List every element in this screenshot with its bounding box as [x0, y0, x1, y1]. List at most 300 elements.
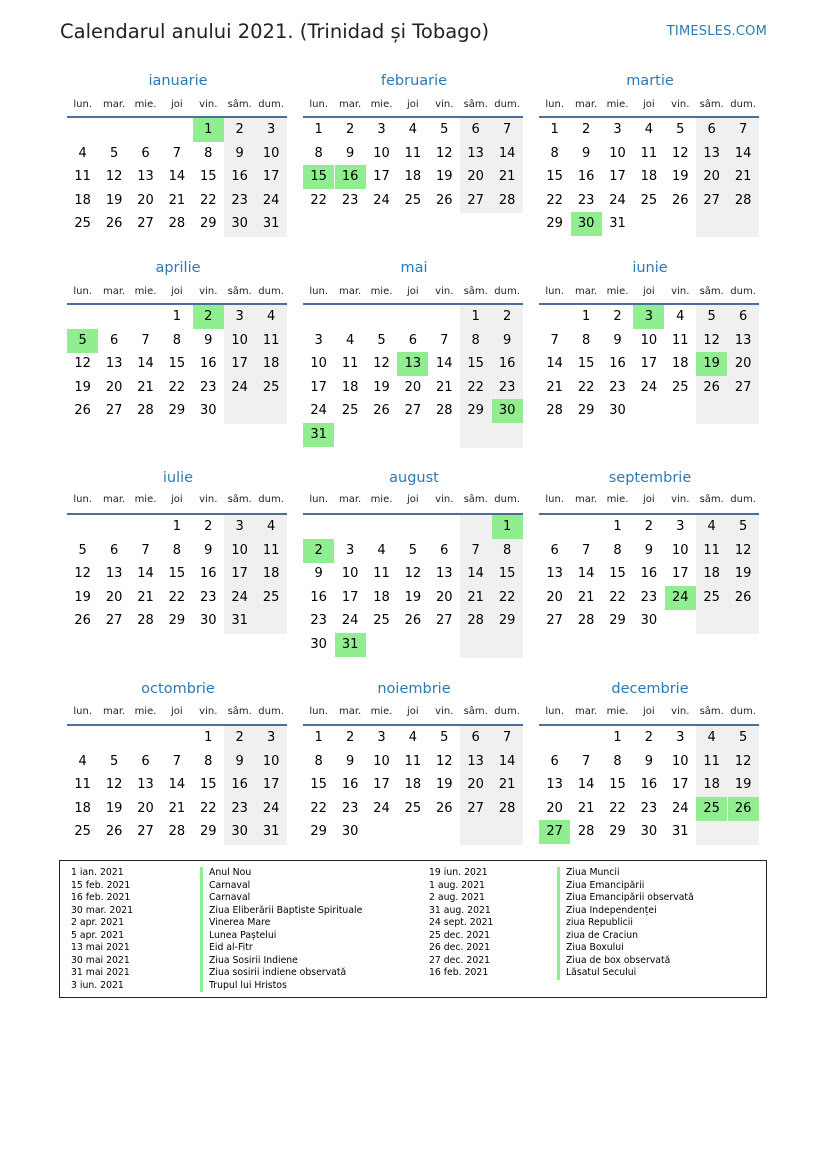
day-cell[interactable]: 7 — [172, 145, 182, 161]
day-cell[interactable]: 11 — [703, 753, 720, 769]
day-cell[interactable]: 27 — [546, 613, 563, 629]
day-cell[interactable]: 16 — [640, 777, 658, 793]
day-cell[interactable]: 8 — [204, 145, 213, 161]
day-cell[interactable]: 28 — [498, 800, 516, 816]
day-cell[interactable]: 6 — [550, 753, 559, 769]
day-cell[interactable]: 28 — [577, 613, 595, 629]
day-cell[interactable]: 6 — [550, 542, 559, 558]
day-cell[interactable]: 21 — [498, 777, 516, 793]
day-cell[interactable]: 23 — [498, 379, 516, 395]
day-cell[interactable]: 20 — [734, 356, 752, 372]
day-cell[interactable]: 16 — [310, 589, 327, 605]
day-cell[interactable]: 26 — [404, 613, 422, 629]
day-cell[interactable]: 21 — [137, 379, 154, 395]
day-cell[interactable]: 14 — [137, 356, 154, 372]
day-cell[interactable]: 22 — [609, 800, 626, 816]
day-cell[interactable]: 2 — [345, 730, 355, 745]
day-cell[interactable]: 15 — [168, 356, 186, 372]
day-cell[interactable]: 26 — [436, 192, 453, 208]
day-cell[interactable]: 11 — [703, 542, 720, 558]
day-cell[interactable]: 22 — [498, 589, 516, 605]
day-cell[interactable]: 7 — [502, 730, 512, 745]
day-cell[interactable]: 26 — [74, 613, 91, 629]
day-cell[interactable]: 13 — [436, 566, 453, 582]
day-cell[interactable]: 6 — [440, 542, 449, 558]
holiday-day-cell[interactable]: 3 — [633, 305, 664, 329]
day-cell[interactable]: 14 — [168, 169, 186, 185]
day-cell[interactable]: 9 — [345, 753, 355, 769]
day-cell[interactable]: 30 — [231, 216, 248, 232]
day-cell[interactable]: 4 — [78, 145, 87, 161]
day-cell[interactable]: 13 — [105, 566, 123, 582]
day-cell[interactable]: 25 — [672, 379, 689, 395]
day-cell[interactable]: 7 — [502, 122, 512, 137]
day-cell[interactable]: 7 — [581, 753, 591, 769]
day-cell[interactable]: 8 — [502, 542, 512, 558]
day-cell[interactable]: 28 — [577, 824, 595, 840]
day-cell[interactable]: 13 — [703, 145, 720, 161]
day-cell[interactable]: 26 — [105, 216, 123, 232]
day-cell[interactable]: 8 — [314, 145, 323, 161]
day-cell[interactable]: 6 — [408, 332, 418, 348]
day-cell[interactable]: 5 — [738, 519, 748, 534]
day-cell[interactable]: 21 — [168, 192, 186, 208]
day-cell[interactable]: 2 — [644, 519, 654, 534]
day-cell[interactable]: 12 — [436, 145, 453, 161]
day-cell[interactable]: 14 — [498, 145, 516, 161]
day-cell[interactable]: 29 — [200, 824, 217, 840]
holiday-day-cell[interactable]: 24 — [665, 586, 696, 610]
day-cell[interactable]: 26 — [436, 800, 453, 816]
holiday-day-cell[interactable]: 2 — [193, 305, 224, 329]
day-cell[interactable]: 18 — [373, 589, 390, 605]
day-cell[interactable]: 6 — [738, 309, 748, 324]
day-cell[interactable]: 8 — [613, 542, 622, 558]
day-cell[interactable]: 12 — [74, 356, 91, 372]
day-cell[interactable]: 8 — [314, 753, 323, 769]
day-cell[interactable]: 10 — [262, 753, 280, 769]
day-cell[interactable]: 17 — [672, 566, 689, 582]
day-cell[interactable]: 25 — [262, 379, 280, 395]
day-cell[interactable]: 16 — [200, 356, 217, 372]
day-cell[interactable]: 23 — [200, 379, 217, 395]
day-cell[interactable]: 20 — [436, 589, 453, 605]
day-cell[interactable]: 22 — [168, 379, 186, 395]
day-cell[interactable]: 30 — [341, 824, 359, 840]
day-cell[interactable]: 5 — [109, 145, 119, 161]
day-cell[interactable]: 19 — [74, 589, 91, 605]
day-cell[interactable]: 12 — [373, 356, 390, 372]
day-cell[interactable]: 10 — [231, 542, 248, 558]
day-cell[interactable]: 1 — [550, 122, 559, 137]
day-cell[interactable]: 9 — [235, 753, 244, 769]
day-cell[interactable]: 19 — [105, 800, 123, 816]
holiday-day-cell[interactable]: 13 — [397, 352, 428, 376]
day-cell[interactable]: 19 — [436, 169, 453, 185]
day-cell[interactable]: 16 — [341, 777, 359, 793]
day-cell[interactable]: 4 — [707, 519, 716, 534]
day-cell[interactable]: 15 — [467, 356, 484, 372]
day-cell[interactable]: 11 — [640, 145, 658, 161]
day-cell[interactable]: 31 — [262, 216, 280, 232]
day-cell[interactable]: 22 — [310, 192, 327, 208]
day-cell[interactable]: 22 — [546, 192, 563, 208]
day-cell[interactable]: 11 — [404, 753, 422, 769]
day-cell[interactable]: 8 — [172, 332, 182, 348]
day-cell[interactable]: 17 — [262, 777, 280, 793]
day-cell[interactable]: 9 — [581, 145, 591, 161]
day-cell[interactable]: 15 — [546, 169, 563, 185]
day-cell[interactable]: 3 — [377, 122, 386, 137]
day-cell[interactable]: 31 — [262, 824, 280, 840]
day-cell[interactable]: 19 — [672, 169, 689, 185]
day-cell[interactable]: 25 — [262, 589, 280, 605]
day-cell[interactable]: 20 — [546, 589, 563, 605]
day-cell[interactable]: 17 — [373, 169, 390, 185]
day-cell[interactable]: 16 — [231, 169, 248, 185]
day-cell[interactable]: 17 — [672, 777, 689, 793]
brand-link[interactable]: TIMESLES.COM — [666, 24, 767, 39]
day-cell[interactable]: 3 — [235, 309, 244, 324]
holiday-day-cell[interactable]: 1 — [492, 515, 523, 539]
day-cell[interactable]: 11 — [262, 332, 280, 348]
day-cell[interactable]: 23 — [231, 192, 248, 208]
holiday-day-cell[interactable]: 30 — [492, 399, 523, 423]
day-cell[interactable]: 29 — [310, 824, 327, 840]
day-cell[interactable]: 10 — [373, 145, 390, 161]
day-cell[interactable]: 16 — [609, 356, 626, 372]
day-cell[interactable]: 23 — [640, 589, 658, 605]
day-cell[interactable]: 12 — [105, 169, 123, 185]
day-cell[interactable]: 26 — [74, 403, 91, 419]
day-cell[interactable]: 12 — [672, 145, 689, 161]
day-cell[interactable]: 5 — [440, 122, 449, 137]
day-cell[interactable]: 3 — [266, 122, 276, 137]
day-cell[interactable]: 19 — [74, 379, 91, 395]
day-cell[interactable]: 15 — [577, 356, 595, 372]
day-cell[interactable]: 25 — [373, 613, 390, 629]
day-cell[interactable]: 23 — [341, 192, 359, 208]
day-cell[interactable]: 23 — [341, 800, 359, 816]
day-cell[interactable]: 27 — [467, 800, 484, 816]
day-cell[interactable]: 25 — [640, 192, 658, 208]
day-cell[interactable]: 18 — [262, 566, 280, 582]
day-cell[interactable]: 3 — [345, 542, 355, 558]
day-cell[interactable]: 21 — [546, 379, 563, 395]
day-cell[interactable]: 1 — [613, 519, 622, 534]
day-cell[interactable]: 11 — [341, 356, 359, 372]
day-cell[interactable]: 18 — [404, 777, 422, 793]
day-cell[interactable]: 24 — [262, 192, 280, 208]
day-cell[interactable]: 24 — [231, 379, 248, 395]
day-cell[interactable]: 6 — [141, 145, 150, 161]
day-cell[interactable]: 16 — [640, 566, 658, 582]
day-cell[interactable]: 4 — [644, 122, 654, 137]
day-cell[interactable]: 23 — [577, 192, 595, 208]
day-cell[interactable]: 5 — [440, 730, 449, 745]
day-cell[interactable]: 13 — [467, 753, 484, 769]
day-cell[interactable]: 5 — [738, 730, 748, 745]
day-cell[interactable]: 3 — [266, 730, 276, 745]
day-cell[interactable]: 21 — [577, 589, 595, 605]
day-cell[interactable]: 1 — [204, 730, 213, 745]
day-cell[interactable]: 13 — [105, 356, 123, 372]
day-cell[interactable]: 3 — [613, 122, 622, 137]
day-cell[interactable]: 15 — [168, 566, 186, 582]
day-cell[interactable]: 30 — [640, 824, 658, 840]
day-cell[interactable]: 7 — [738, 122, 748, 137]
day-cell[interactable]: 12 — [703, 332, 720, 348]
holiday-day-cell[interactable]: 5 — [67, 329, 98, 353]
day-cell[interactable]: 9 — [644, 542, 654, 558]
day-cell[interactable]: 19 — [734, 777, 752, 793]
day-cell[interactable]: 28 — [137, 613, 154, 629]
day-cell[interactable]: 8 — [172, 542, 182, 558]
day-cell[interactable]: 19 — [373, 379, 390, 395]
day-cell[interactable]: 7 — [141, 542, 150, 558]
day-cell[interactable]: 3 — [235, 519, 244, 534]
day-cell[interactable]: 10 — [609, 145, 626, 161]
day-cell[interactable]: 10 — [341, 566, 359, 582]
day-cell[interactable]: 3 — [314, 332, 323, 348]
day-cell[interactable]: 19 — [105, 192, 123, 208]
day-cell[interactable]: 17 — [341, 589, 359, 605]
day-cell[interactable]: 10 — [672, 542, 689, 558]
day-cell[interactable]: 16 — [498, 356, 516, 372]
day-cell[interactable]: 6 — [471, 730, 480, 745]
day-cell[interactable]: 1 — [314, 730, 323, 745]
day-cell[interactable]: 6 — [109, 332, 119, 348]
day-cell[interactable]: 4 — [266, 519, 276, 534]
day-cell[interactable]: 7 — [141, 332, 150, 348]
day-cell[interactable]: 17 — [373, 777, 390, 793]
day-cell[interactable]: 17 — [310, 379, 327, 395]
day-cell[interactable]: 5 — [109, 753, 119, 769]
day-cell[interactable]: 9 — [345, 145, 355, 161]
day-cell[interactable]: 22 — [577, 379, 595, 395]
day-cell[interactable]: 31 — [231, 613, 248, 629]
day-cell[interactable]: 6 — [109, 542, 119, 558]
day-cell[interactable]: 2 — [644, 730, 654, 745]
day-cell[interactable]: 11 — [373, 566, 390, 582]
day-cell[interactable]: 29 — [467, 403, 484, 419]
day-cell[interactable]: 15 — [200, 169, 217, 185]
day-cell[interactable]: 19 — [436, 777, 453, 793]
day-cell[interactable]: 28 — [436, 403, 453, 419]
day-cell[interactable]: 22 — [168, 589, 186, 605]
day-cell[interactable]: 2 — [235, 730, 244, 745]
day-cell[interactable]: 1 — [471, 309, 480, 324]
day-cell[interactable]: 22 — [609, 589, 626, 605]
day-cell[interactable]: 18 — [703, 777, 720, 793]
day-cell[interactable]: 8 — [581, 332, 591, 348]
day-cell[interactable]: 25 — [74, 216, 91, 232]
day-cell[interactable]: 27 — [105, 613, 123, 629]
day-cell[interactable]: 30 — [310, 637, 327, 652]
day-cell[interactable]: 24 — [231, 589, 248, 605]
day-cell[interactable]: 18 — [404, 169, 422, 185]
day-cell[interactable]: 4 — [408, 122, 418, 137]
day-cell[interactable]: 14 — [436, 356, 453, 372]
day-cell[interactable]: 15 — [310, 777, 327, 793]
day-cell[interactable]: 9 — [314, 566, 323, 582]
day-cell[interactable]: 10 — [231, 332, 248, 348]
day-cell[interactable]: 2 — [502, 309, 512, 324]
day-cell[interactable]: 20 — [546, 800, 563, 816]
day-cell[interactable]: 1 — [314, 122, 323, 137]
day-cell[interactable]: 28 — [498, 192, 516, 208]
day-cell[interactable]: 7 — [471, 542, 480, 558]
day-cell[interactable]: 24 — [373, 800, 390, 816]
day-cell[interactable]: 8 — [471, 332, 480, 348]
day-cell[interactable]: 13 — [546, 777, 563, 793]
day-cell[interactable]: 14 — [734, 145, 752, 161]
day-cell[interactable]: 20 — [105, 589, 123, 605]
day-cell[interactable]: 28 — [467, 613, 484, 629]
day-cell[interactable]: 7 — [550, 332, 559, 348]
day-cell[interactable]: 14 — [168, 777, 186, 793]
day-cell[interactable]: 14 — [467, 566, 484, 582]
holiday-day-cell[interactable]: 27 — [539, 820, 570, 844]
day-cell[interactable]: 28 — [137, 403, 154, 419]
day-cell[interactable]: 5 — [78, 542, 87, 558]
day-cell[interactable]: 18 — [74, 192, 91, 208]
day-cell[interactable]: 9 — [613, 332, 622, 348]
day-cell[interactable]: 20 — [137, 192, 154, 208]
day-cell[interactable]: 14 — [137, 566, 154, 582]
day-cell[interactable]: 11 — [262, 542, 280, 558]
day-cell[interactable]: 17 — [609, 169, 626, 185]
day-cell[interactable]: 24 — [262, 800, 280, 816]
day-cell[interactable]: 12 — [436, 753, 453, 769]
day-cell[interactable]: 27 — [137, 216, 154, 232]
day-cell[interactable]: 20 — [703, 169, 720, 185]
day-cell[interactable]: 13 — [467, 145, 484, 161]
day-cell[interactable]: 15 — [498, 566, 516, 582]
day-cell[interactable]: 9 — [644, 753, 654, 769]
day-cell[interactable]: 17 — [640, 356, 658, 372]
day-cell[interactable]: 16 — [231, 777, 248, 793]
holiday-day-cell[interactable]: 30 — [571, 212, 602, 236]
day-cell[interactable]: 17 — [231, 566, 248, 582]
day-cell[interactable]: 17 — [262, 169, 280, 185]
holiday-day-cell[interactable]: 25 — [696, 797, 727, 821]
day-cell[interactable]: 29 — [168, 403, 186, 419]
day-cell[interactable]: 19 — [734, 566, 752, 582]
day-cell[interactable]: 25 — [703, 589, 720, 605]
day-cell[interactable]: 11 — [672, 332, 689, 348]
day-cell[interactable]: 28 — [168, 216, 186, 232]
day-cell[interactable]: 30 — [200, 613, 217, 629]
day-cell[interactable]: 4 — [676, 309, 685, 324]
day-cell[interactable]: 29 — [609, 824, 626, 840]
day-cell[interactable]: 9 — [502, 332, 512, 348]
day-cell[interactable]: 9 — [235, 145, 244, 161]
day-cell[interactable]: 28 — [168, 824, 186, 840]
day-cell[interactable]: 18 — [640, 169, 658, 185]
day-cell[interactable]: 5 — [408, 542, 418, 558]
day-cell[interactable]: 21 — [734, 169, 752, 185]
holiday-day-cell[interactable]: 31 — [303, 423, 334, 447]
day-cell[interactable]: 3 — [676, 519, 685, 534]
holiday-day-cell[interactable]: 15 — [303, 165, 334, 189]
day-cell[interactable]: 26 — [734, 589, 752, 605]
holiday-day-cell[interactable]: 16 — [335, 165, 366, 189]
day-cell[interactable]: 13 — [137, 777, 154, 793]
day-cell[interactable]: 10 — [310, 356, 327, 372]
day-cell[interactable]: 26 — [672, 192, 689, 208]
day-cell[interactable]: 12 — [734, 542, 752, 558]
day-cell[interactable]: 7 — [172, 753, 182, 769]
day-cell[interactable]: 6 — [141, 753, 150, 769]
day-cell[interactable]: 10 — [262, 145, 280, 161]
day-cell[interactable]: 23 — [609, 379, 626, 395]
day-cell[interactable]: 22 — [310, 800, 327, 816]
day-cell[interactable]: 31 — [672, 824, 689, 840]
day-cell[interactable]: 24 — [640, 379, 658, 395]
day-cell[interactable]: 22 — [467, 379, 484, 395]
day-cell[interactable]: 10 — [672, 753, 689, 769]
day-cell[interactable]: 26 — [373, 403, 390, 419]
day-cell[interactable]: 6 — [707, 122, 716, 137]
day-cell[interactable]: 30 — [231, 824, 248, 840]
day-cell[interactable]: 2 — [613, 309, 622, 324]
day-cell[interactable]: 22 — [200, 192, 217, 208]
day-cell[interactable]: 20 — [467, 777, 484, 793]
day-cell[interactable]: 18 — [262, 356, 280, 372]
day-cell[interactable]: 4 — [266, 309, 276, 324]
day-cell[interactable]: 14 — [498, 753, 516, 769]
day-cell[interactable]: 27 — [137, 824, 154, 840]
day-cell[interactable]: 7 — [440, 332, 449, 348]
day-cell[interactable]: 21 — [577, 800, 595, 816]
day-cell[interactable]: 29 — [200, 216, 217, 232]
day-cell[interactable]: 13 — [137, 169, 154, 185]
day-cell[interactable]: 1 — [172, 309, 182, 324]
day-cell[interactable]: 12 — [74, 566, 91, 582]
day-cell[interactable]: 20 — [105, 379, 123, 395]
day-cell[interactable]: 2 — [581, 122, 591, 137]
day-cell[interactable]: 8 — [613, 753, 622, 769]
day-cell[interactable]: 14 — [546, 356, 563, 372]
day-cell[interactable]: 26 — [105, 824, 123, 840]
day-cell[interactable]: 23 — [200, 589, 217, 605]
day-cell[interactable]: 27 — [436, 613, 453, 629]
day-cell[interactable]: 11 — [74, 169, 91, 185]
day-cell[interactable]: 9 — [204, 542, 213, 558]
day-cell[interactable]: 10 — [640, 332, 658, 348]
day-cell[interactable]: 16 — [577, 169, 595, 185]
day-cell[interactable]: 18 — [74, 800, 91, 816]
day-cell[interactable]: 10 — [373, 753, 390, 769]
day-cell[interactable]: 14 — [577, 566, 595, 582]
day-cell[interactable]: 20 — [467, 169, 484, 185]
day-cell[interactable]: 27 — [404, 403, 422, 419]
holiday-day-cell[interactable]: 1 — [193, 118, 224, 142]
day-cell[interactable]: 27 — [467, 192, 484, 208]
day-cell[interactable]: 4 — [345, 332, 355, 348]
day-cell[interactable]: 21 — [137, 589, 154, 605]
day-cell[interactable]: 29 — [609, 613, 626, 629]
day-cell[interactable]: 23 — [640, 800, 658, 816]
day-cell[interactable]: 3 — [377, 730, 386, 745]
day-cell[interactable]: 24 — [341, 613, 359, 629]
day-cell[interactable]: 21 — [467, 589, 484, 605]
day-cell[interactable]: 6 — [471, 122, 480, 137]
day-cell[interactable]: 20 — [137, 800, 154, 816]
day-cell[interactable]: 7 — [581, 542, 591, 558]
day-cell[interactable]: 24 — [373, 192, 390, 208]
